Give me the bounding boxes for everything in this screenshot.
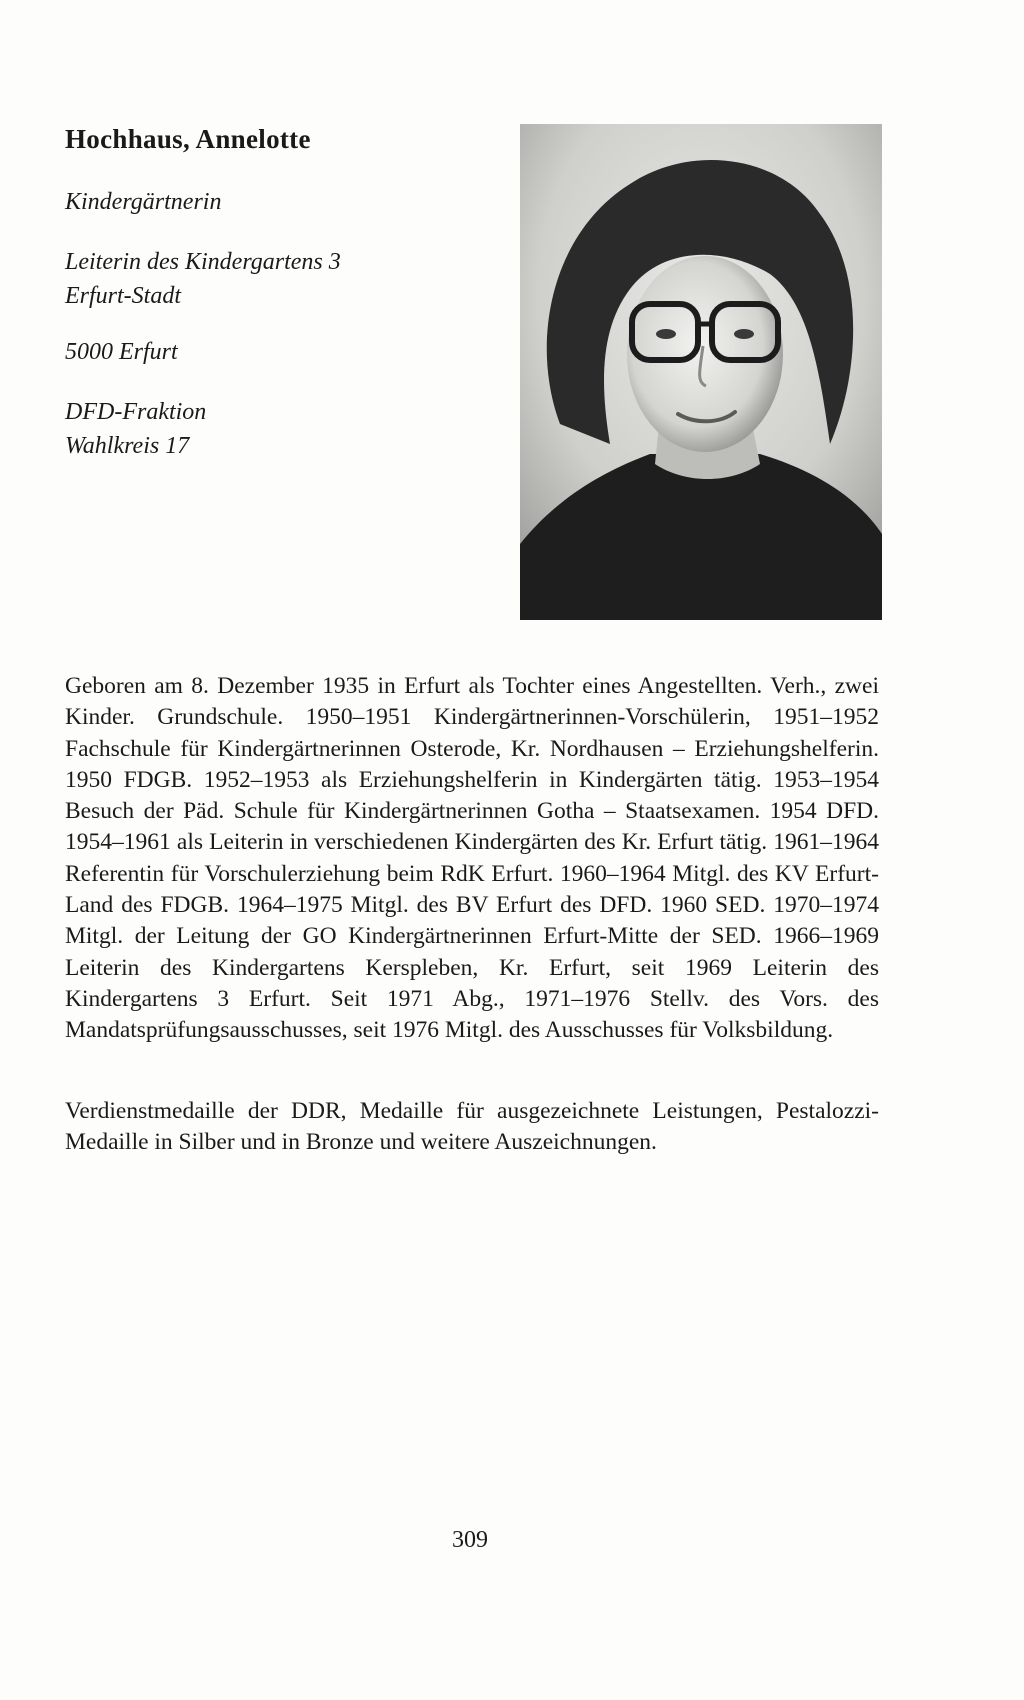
awards-text: Verdienstmedaille der DDR, Medaille für ausgezeichnete Leistungen, Pestalozzi-Medaille in Silber und in Bronze und weitere Auszeichnungen. (65, 1098, 879, 1156)
biography-text: Geboren am 8. Dezember 1935 in Erfurt als Tochter eines Angestellten. Verh., zwei Kinder. Grundschule. 1950–1951 Kindergärtnerinnen-Vorschülerin, 1951–1952 Fachschule für Kindergärtnerinnen Osterode, Kr. Nordhausen – Erziehungshelferin. 1950 FDGB. 1952–1953 als Erziehungshelferin in Kindergärten tätig. 1953–1954 Besuch der Päd. Schule für Kindergärtnerinnen Gotha – Staatsexamen. 1954 DFD. 1954–1961 als Leiterin in verschiedenen Kindergärten des Kr. Erfurt tätig. 1961–1964 Referentin für Vorschulerziehung beim RdK Erfurt. 1960–1964 Mitgl. des KV Erfurt-Land des FDGB. 1964–1975 Mitgl. des BV Erfurt des DFD. 1960 SED. 1970–1974 Mitgl. der Leitung der GO Kindergärtnerinnen Erfurt-Mitte der SED. 1966–1969 Leiterin des Kindergartens Kerspleben, Kr. Erfurt, seit 1969 Leiterin des Kindergartens 3 Erfurt. Seit 1971 Abg., 1971–1976 Stellv. des Vors. des Mandatsprüfungsausschusses, seit 1976 Mitgl. des Ausschusses für Volksbildung. (65, 673, 879, 1044)
city-block (65, 335, 178, 369)
position-line: Leiterin des Kindergartens 3 (65, 249, 341, 275)
page-number: 309 (452, 1527, 488, 1553)
city-text: 5000 Erfurt (65, 339, 178, 365)
position-block (65, 245, 341, 313)
profession-text: Kindergärtnerin (65, 189, 222, 215)
faction-line: DFD-Fraktion (65, 399, 207, 425)
profession (65, 185, 221, 219)
person-name: Hochhaus, Annelotte (65, 124, 311, 154)
faction-block (65, 395, 206, 463)
portrait-illustration (520, 124, 882, 620)
constituency-line: Wahlkreis 17 (65, 433, 190, 459)
position-line: Erfurt-Stadt (65, 283, 182, 309)
portrait-photo (520, 124, 882, 620)
